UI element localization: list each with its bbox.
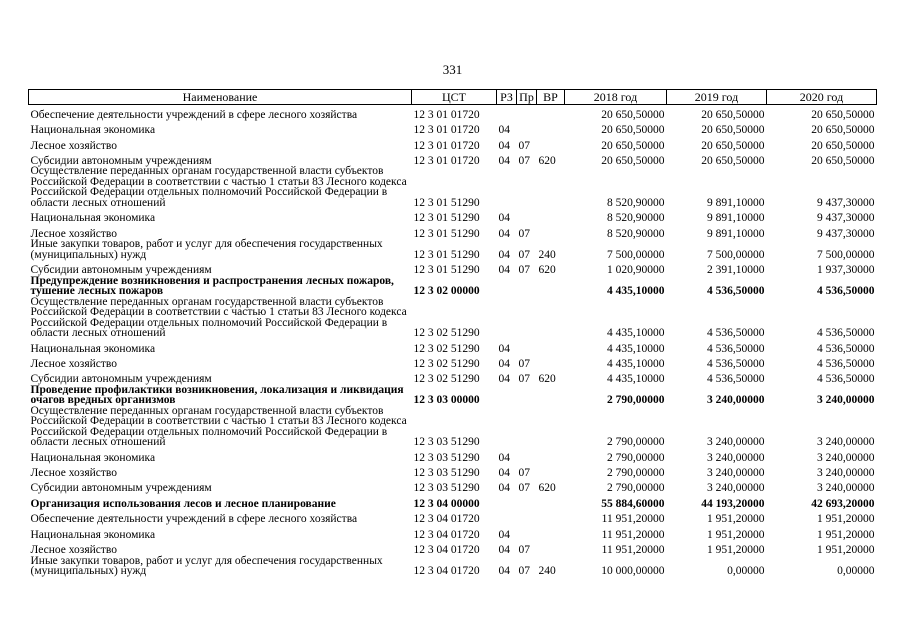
cell-2019: 4 536,50000 bbox=[707, 285, 765, 298]
cell-vr: 620 bbox=[538, 482, 556, 495]
cell-cst: 12 3 01 51290 bbox=[413, 264, 480, 277]
cell-vr bbox=[537, 276, 565, 297]
cell-name: Лесное хозяйство bbox=[30, 357, 118, 370]
cell-2019: 4 536,50000 bbox=[707, 342, 765, 355]
cell-2020: 3 240,00000 bbox=[817, 482, 875, 495]
header-2020: 2020 год bbox=[767, 90, 877, 105]
cell-vr: 620 bbox=[538, 264, 556, 277]
cell-name: Осуществление переданных органам государственной власти субъектов Российской Федерации в соответствии с частью 1 статьи 83 Лесного кодекса Российской Федерации отдельных полномочий Российской Федерации в области лесных отношений bbox=[30, 295, 407, 340]
cell-2019: 9 891,10000 bbox=[707, 212, 765, 225]
cell-2019: 2 391,10000 bbox=[707, 264, 765, 277]
cell-2018: 8 520,90000 bbox=[607, 212, 665, 225]
cell-rz bbox=[497, 406, 517, 448]
table-row bbox=[29, 120, 877, 135]
cell-name: Проведение профилактики возникновения, локализация и ликвидация очагов вредных организмов bbox=[30, 383, 404, 407]
cell-2020: 9 437,30000 bbox=[817, 212, 875, 225]
cell-name: Предупреждение возникновения и распространения лесных пожаров, тушение лесных пожаров bbox=[30, 274, 394, 298]
cell-vr: 240 bbox=[538, 565, 556, 578]
cell-2020: 1 951,20000 bbox=[817, 528, 875, 541]
cell-rz: 04 bbox=[498, 342, 510, 355]
cell-2020: 3 240,00000 bbox=[817, 467, 875, 480]
cell-pr bbox=[517, 385, 537, 406]
cell-2018: 7 500,00000 bbox=[607, 248, 665, 261]
cell-pr bbox=[517, 525, 537, 540]
cell-name: Национальная экономика bbox=[30, 528, 156, 541]
cell-rz: 04 bbox=[498, 482, 510, 495]
cell-rz bbox=[497, 385, 517, 406]
cell-cst: 12 3 02 51290 bbox=[413, 357, 480, 370]
cell-vr bbox=[537, 385, 565, 406]
cell-vr bbox=[537, 406, 565, 448]
table-row bbox=[29, 151, 877, 166]
cell-name: Осуществление переданных органам государственной власти субъектов Российской Федерации в соответствии с частью 1 статьи 83 Лесного кодекса Российской Федерации отдельных полномочий Российской Федерации в области лесных отношений bbox=[30, 165, 407, 209]
cell-name: Национальная экономика bbox=[30, 342, 156, 355]
cell-2018: 4 435,10000 bbox=[607, 373, 665, 386]
cell-vr: 240 bbox=[538, 248, 556, 261]
cell-2018: 11 951,20000 bbox=[601, 513, 665, 526]
cell-cst: 12 3 01 51290 bbox=[413, 248, 480, 261]
cell-2020: 7 500,00000 bbox=[817, 248, 875, 261]
table-row bbox=[29, 525, 877, 540]
cell-rz: 04 bbox=[498, 227, 510, 240]
cell-2019: 20 650,50000 bbox=[701, 124, 765, 137]
cell-vr bbox=[537, 463, 565, 478]
cell-name: Субсидии автономным учреждениям bbox=[30, 154, 212, 167]
cell-2018: 11 951,20000 bbox=[601, 544, 665, 557]
cell-cst: 12 3 01 51290 bbox=[413, 227, 480, 240]
cell-rz: 04 bbox=[498, 124, 510, 137]
cell-pr bbox=[517, 509, 537, 524]
cell-rz: 04 bbox=[498, 139, 510, 152]
cell-2018: 2 790,00000 bbox=[607, 482, 665, 495]
cell-rz: 04 bbox=[498, 357, 510, 370]
cell-rz: 04 bbox=[498, 248, 510, 261]
cell-2020: 4 536,50000 bbox=[817, 357, 875, 370]
cell-rz bbox=[497, 509, 517, 524]
cell-2019: 4 536,50000 bbox=[707, 373, 765, 386]
table-row bbox=[29, 406, 877, 448]
cell-2019: 0,00000 bbox=[727, 565, 765, 578]
table-body bbox=[29, 105, 877, 577]
cell-2020: 3 240,00000 bbox=[817, 451, 875, 464]
cell-2020: 9 437,30000 bbox=[817, 227, 875, 240]
cell-2019: 44 193,20000 bbox=[701, 497, 765, 510]
cell-2018: 2 790,00000 bbox=[607, 451, 665, 464]
cell-2019: 3 240,00000 bbox=[707, 451, 765, 464]
cell-2018: 4 435,10000 bbox=[607, 342, 665, 355]
cell-2019: 20 650,50000 bbox=[701, 139, 765, 152]
cell-2018: 1 020,90000 bbox=[607, 264, 665, 277]
table-row bbox=[29, 297, 877, 339]
cell-2018: 8 520,90000 bbox=[607, 227, 665, 240]
cell-pr: 07 bbox=[518, 467, 530, 480]
cell-pr bbox=[517, 297, 537, 339]
cell-2020: 4 536,50000 bbox=[817, 285, 875, 298]
cell-vr bbox=[537, 339, 565, 354]
cell-cst: 12 3 01 01720 bbox=[413, 124, 480, 137]
cell-2018: 8 520,90000 bbox=[607, 196, 665, 209]
cell-vr: 620 bbox=[538, 373, 556, 386]
cell-2019: 3 240,00000 bbox=[707, 467, 765, 480]
cell-name: Лесное хозяйство bbox=[30, 544, 118, 557]
cell-pr bbox=[517, 166, 537, 208]
header-2019: 2019 год bbox=[667, 90, 767, 105]
cell-cst: 12 3 04 01720 bbox=[413, 544, 480, 557]
cell-pr: 07 bbox=[518, 544, 530, 557]
header-cst: ЦСТ bbox=[412, 90, 497, 105]
cell-2018: 11 951,20000 bbox=[601, 528, 665, 541]
cell-2018: 10 000,00000 bbox=[601, 565, 665, 578]
cell-2020: 20 650,50000 bbox=[811, 154, 875, 167]
cell-rz bbox=[497, 105, 517, 120]
cell-2019: 7 500,00000 bbox=[707, 248, 765, 261]
cell-2018: 55 884,60000 bbox=[601, 497, 665, 510]
cell-rz: 04 bbox=[498, 154, 510, 167]
cell-2019: 1 951,20000 bbox=[707, 513, 765, 526]
cell-pr bbox=[517, 406, 537, 448]
table-header bbox=[29, 90, 877, 105]
cell-2018: 20 650,50000 bbox=[601, 139, 665, 152]
cell-name: Субсидии автономным учреждениям bbox=[30, 264, 212, 277]
cell-cst: 12 3 04 01720 bbox=[413, 528, 480, 541]
cell-cst: 12 3 01 51290 bbox=[413, 212, 480, 225]
header-name: Наименование bbox=[29, 90, 412, 105]
table-row bbox=[29, 136, 877, 151]
cell-pr: 07 bbox=[518, 139, 530, 152]
cell-rz: 04 bbox=[498, 212, 510, 225]
cell-2018: 4 435,10000 bbox=[607, 357, 665, 370]
table-row bbox=[29, 339, 877, 354]
cell-vr bbox=[537, 136, 565, 151]
cell-cst: 12 3 04 01720 bbox=[413, 513, 480, 526]
cell-pr: 07 bbox=[518, 482, 530, 495]
cell-2019: 4 536,50000 bbox=[707, 357, 765, 370]
cell-2019: 3 240,00000 bbox=[707, 436, 765, 449]
cell-cst: 12 3 03 51290 bbox=[413, 436, 480, 449]
cell-vr bbox=[537, 540, 565, 555]
cell-rz: 04 bbox=[498, 528, 510, 541]
cell-2020: 4 536,50000 bbox=[817, 327, 875, 340]
table-row bbox=[29, 224, 877, 239]
cell-pr bbox=[517, 448, 537, 463]
cell-rz bbox=[497, 276, 517, 297]
cell-rz: 04 bbox=[498, 544, 510, 557]
cell-cst: 12 3 03 51290 bbox=[413, 482, 480, 495]
cell-cst: 12 3 04 01720 bbox=[413, 565, 480, 578]
cell-cst: 12 3 03 00000 bbox=[413, 394, 480, 407]
cell-pr bbox=[517, 208, 537, 223]
cell-2018: 20 650,50000 bbox=[601, 154, 665, 167]
table-row bbox=[29, 556, 877, 577]
cell-cst: 12 3 03 51290 bbox=[413, 467, 480, 480]
cell-name: Субсидии автономным учреждениям bbox=[30, 482, 212, 495]
cell-name: Обеспечение деятельности учреждений в сфере лесного хозяйства bbox=[30, 513, 358, 526]
cell-pr: 07 bbox=[518, 264, 530, 277]
cell-name: Лесное хозяйство bbox=[30, 139, 118, 152]
cell-cst: 12 3 02 51290 bbox=[413, 373, 480, 386]
cell-2020: 0,00000 bbox=[837, 565, 875, 578]
header-2018: 2018 год bbox=[565, 90, 667, 105]
cell-name: Организация использования лесов и лесное планирование bbox=[30, 497, 336, 510]
table-row bbox=[29, 540, 877, 555]
cell-vr: 620 bbox=[538, 154, 556, 167]
cell-2018: 2 790,00000 bbox=[607, 394, 665, 407]
cell-rz: 04 bbox=[498, 373, 510, 386]
cell-pr bbox=[517, 494, 537, 509]
cell-2019: 1 951,20000 bbox=[707, 528, 765, 541]
cell-2020: 1 951,20000 bbox=[817, 544, 875, 557]
cell-2018: 20 650,50000 bbox=[601, 124, 665, 137]
table-row bbox=[29, 166, 877, 208]
cell-2018: 2 790,00000 bbox=[607, 467, 665, 480]
cell-2018: 2 790,00000 bbox=[607, 436, 665, 449]
cell-cst: 12 3 01 01720 bbox=[413, 108, 480, 121]
cell-name: Лесное хозяйство bbox=[30, 467, 118, 480]
cell-vr bbox=[537, 208, 565, 223]
header-rz: РЗ bbox=[497, 90, 517, 105]
cell-cst: 12 3 02 00000 bbox=[413, 285, 480, 298]
cell-2020: 4 536,50000 bbox=[817, 342, 875, 355]
cell-2019: 9 891,10000 bbox=[707, 196, 765, 209]
cell-vr bbox=[537, 494, 565, 509]
cell-rz: 04 bbox=[498, 565, 510, 578]
cell-rz: 04 bbox=[498, 467, 510, 480]
cell-name: Иные закупки товаров, работ и услуг для обеспечения государственных (муниципальных) нужд bbox=[30, 238, 383, 261]
cell-name: Обеспечение деятельности учреждений в сфере лесного хозяйства bbox=[30, 108, 358, 121]
cell-cst: 12 3 01 01720 bbox=[413, 139, 480, 152]
cell-name: Национальная экономика bbox=[30, 212, 156, 225]
cell-name: Национальная экономика bbox=[30, 451, 156, 464]
cell-2019: 1 951,20000 bbox=[707, 544, 765, 557]
cell-vr bbox=[537, 105, 565, 120]
cell-vr bbox=[537, 166, 565, 208]
budget-table bbox=[28, 89, 877, 577]
cell-rz: 04 bbox=[498, 451, 510, 464]
cell-cst: 12 3 01 01720 bbox=[413, 154, 480, 167]
cell-pr: 07 bbox=[518, 565, 530, 578]
table-row bbox=[29, 448, 877, 463]
cell-rz bbox=[497, 166, 517, 208]
cell-pr: 07 bbox=[518, 154, 530, 167]
cell-pr: 07 bbox=[518, 357, 530, 370]
table-row bbox=[29, 260, 877, 275]
cell-2018: 20 650,50000 bbox=[601, 108, 665, 121]
table-row bbox=[29, 479, 877, 494]
cell-vr bbox=[537, 224, 565, 239]
cell-vr bbox=[537, 354, 565, 369]
cell-name: Иные закупки товаров, работ и услуг для обеспечения государственных (муниципальных) нужд bbox=[30, 554, 383, 578]
table-row bbox=[29, 276, 877, 297]
cell-pr bbox=[517, 120, 537, 135]
cell-pr: 07 bbox=[518, 373, 530, 386]
cell-vr bbox=[537, 448, 565, 463]
cell-2019: 3 240,00000 bbox=[707, 482, 765, 495]
cell-2020: 1 951,20000 bbox=[817, 513, 875, 526]
table-row bbox=[29, 369, 877, 384]
cell-2019: 3 240,00000 bbox=[707, 394, 765, 407]
cell-pr bbox=[517, 339, 537, 354]
cell-vr bbox=[537, 297, 565, 339]
table-row bbox=[29, 105, 877, 120]
header-pr: Пр bbox=[517, 90, 537, 105]
cell-pr: 07 bbox=[518, 227, 530, 240]
cell-cst: 12 3 03 51290 bbox=[413, 451, 480, 464]
cell-2018: 4 435,10000 bbox=[607, 327, 665, 340]
table-row bbox=[29, 239, 877, 260]
cell-cst: 12 3 02 51290 bbox=[413, 327, 480, 340]
page-number: 331 bbox=[442, 62, 463, 77]
cell-cst: 12 3 02 51290 bbox=[413, 342, 480, 355]
cell-pr bbox=[517, 105, 537, 120]
page-bottom-edge bbox=[0, 632, 905, 638]
cell-vr bbox=[537, 509, 565, 524]
cell-2020: 3 240,00000 bbox=[817, 394, 875, 407]
cell-pr: 07 bbox=[518, 248, 530, 261]
cell-rz bbox=[497, 494, 517, 509]
cell-vr bbox=[537, 120, 565, 135]
cell-cst: 12 3 04 00000 bbox=[413, 497, 480, 510]
table-row bbox=[29, 463, 877, 478]
cell-vr bbox=[537, 525, 565, 540]
cell-2018: 4 435,10000 bbox=[607, 285, 665, 298]
table-row bbox=[29, 494, 877, 509]
cell-2020: 42 693,20000 bbox=[811, 497, 875, 510]
cell-rz: 04 bbox=[498, 264, 510, 277]
header-vr: ВР bbox=[537, 90, 565, 105]
cell-name: Национальная экономика bbox=[30, 124, 156, 137]
cell-2020: 3 240,00000 bbox=[817, 436, 875, 449]
cell-rz bbox=[497, 297, 517, 339]
cell-2020: 4 536,50000 bbox=[817, 373, 875, 386]
cell-2020: 1 937,30000 bbox=[817, 264, 875, 277]
cell-pr bbox=[517, 276, 537, 297]
table-row bbox=[29, 385, 877, 406]
cell-2019: 9 891,10000 bbox=[707, 227, 765, 240]
table-row bbox=[29, 509, 877, 524]
cell-2019: 20 650,50000 bbox=[701, 108, 765, 121]
cell-name: Лесное хозяйство bbox=[30, 227, 118, 240]
table-row bbox=[29, 354, 877, 369]
table-row bbox=[29, 208, 877, 223]
cell-2019: 20 650,50000 bbox=[701, 154, 765, 167]
cell-name: Субсидии автономным учреждениям bbox=[30, 373, 212, 386]
cell-2020: 20 650,50000 bbox=[811, 124, 875, 137]
cell-2020: 20 650,50000 bbox=[811, 108, 875, 121]
cell-name: Осуществление переданных органам государственной власти субъектов Российской Федерации в соответствии с частью 1 статьи 83 Лесного кодекса Российской Федерации отдельных полномочий Российской Федерации в области лесных отношений bbox=[30, 404, 407, 449]
cell-2020: 9 437,30000 bbox=[817, 196, 875, 209]
cell-cst: 12 3 01 51290 bbox=[413, 196, 480, 209]
cell-2020: 20 650,50000 bbox=[811, 139, 875, 152]
cell-2019: 4 536,50000 bbox=[707, 327, 765, 340]
